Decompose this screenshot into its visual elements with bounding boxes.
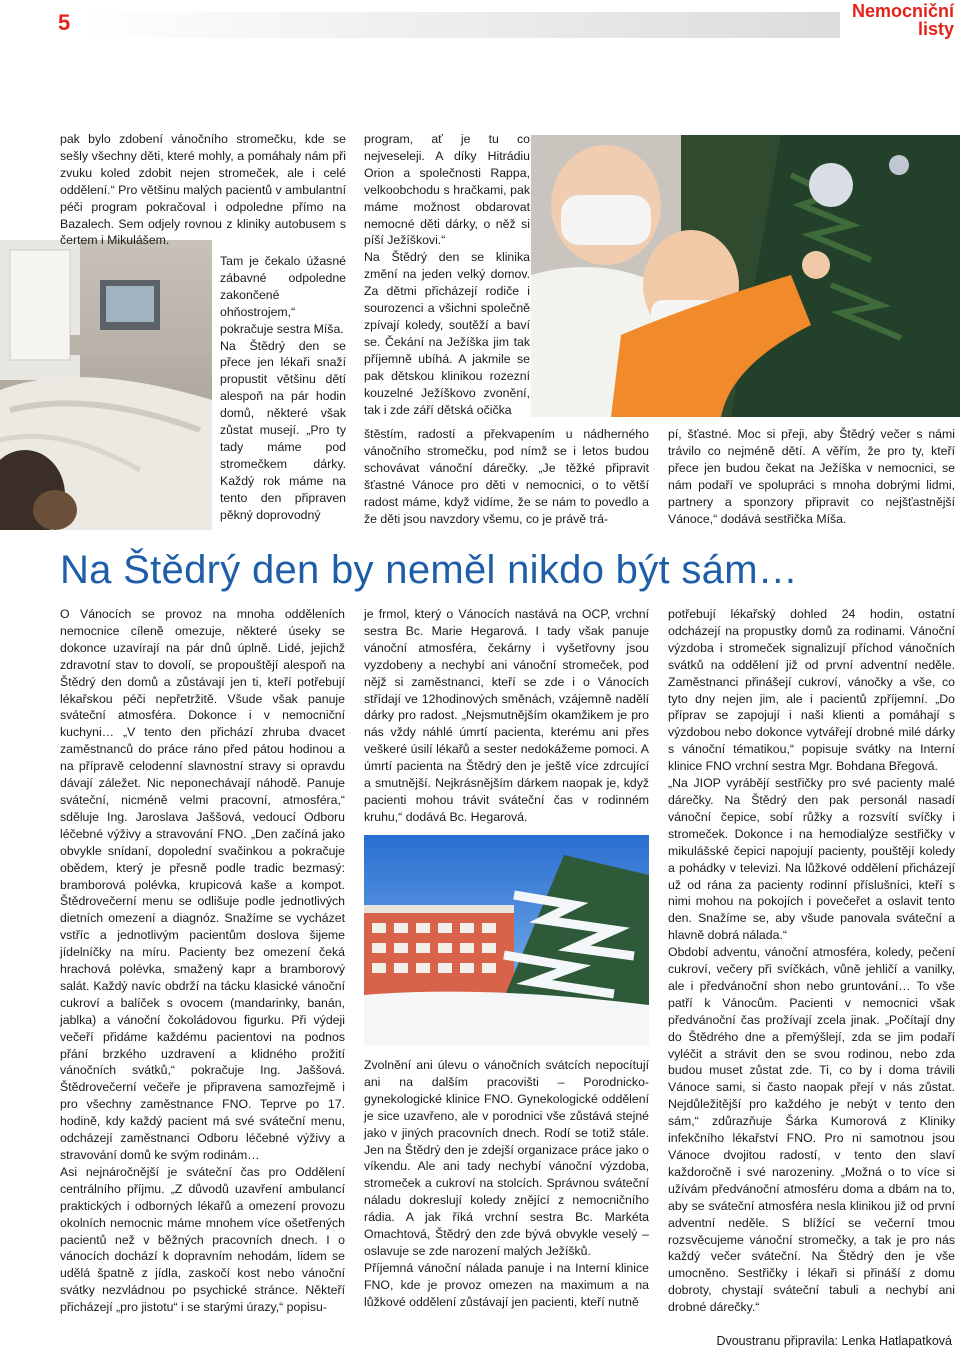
paragraph: O Vánocích se provoz na mnoha odděleních nemocnice cíleně omezuje, některé úseky se dokonce uzavírají na pár dnů úplně. Lidé, jejichž zdravotní stav to dovolí, se propouštějí alespoň na Štědrý den domů a zůstávají jen ti, kteří potřebují lékařskou péči nepřetržitě. Všude však panuje sváteční atmosféra. Dokonce i v nemocniční kuchyni… „V tento den přichází zhruba dvacet zaměstnanců do práce ráno před pátou hodinou a na přípravě celodenní slavnostní stravy si opravdu dávají záležet. Nic neponechávají náhodě. Panuje sváteční, nicméně velmi pracovní, atmosféra,“ sděluje Ing. Jaroslava Jaššová, vedoucí Odboru léčebné výživy a stravování FNO. „Den začíná jako obvykle snídaní, dopolední svačinkou a pokračuje obědem, který je přesně podle tradic bezmasý: bramborová polévka, krupicová kaše a kompot. Štědrovečerní menu se odlišuje podle jednotlivých dietních omezení a diagnóz. Snažíme se vycházet vstříc a jednotlivým pacientům doslova šijeme jídelníčky na míru. Pacienty bez omezení čeká hrachová polévka, smažený kapr a bramborový salát. Každý navíc obdrží na tácku klasické vánoční cukroví a balíček s ovocem (mandarinky, banán, jablka) a vánoční čokoládovou figurku. Při výdeji večeří přidáme každému pacientovi na podnos přání brzkého uzdravení a klidného prožití vánočních svátků,“ pokračuje Ing. Jaššová. Štědrovečerní večeře je připravena samozřejmě i pro všechny zaměstnance FNO. Teprve po 17. hodině, kdy každý pacient má své sváteční menu, odcházejí zaměstnanci Odboru léčebné výživy a stravování domů ke svým rodinám… — [60, 607, 345, 1162]
top-right-text — [668, 426, 955, 527]
brand-line-1: Nemocniční — [851, 1, 954, 21]
brand-line-2: listy — [917, 19, 954, 39]
winter-hospital-photo — [364, 835, 649, 1045]
top-mid-text-wide — [364, 426, 649, 527]
header-bar — [80, 12, 840, 38]
brand-logo — [852, 2, 954, 38]
top-left-text-wide — [60, 131, 346, 249]
paragraph: Příjemná vánoční nálada panuje i na Interní klinice FNO, kde je provoz omezen na maximum a na lůžkové oddělení zůstávají jen pacienti, kteří nutně — [364, 1260, 649, 1309]
paragraph: pí, šťastné. Moc si přeji, aby Štědrý večer s námi trávilo co nejméně dětí. A věřím, že pro ty, kteří přece jen budou čekat na Ježíška v nemocnici, se nám podaří ve spolupráci s mnoha dobrými lidmi, partnery a sponzory připravit co nejšťastnější Vánoce,“ dodává sestřička Míša. — [668, 427, 955, 526]
paragraph: Na Štědrý den se přece jen lékaři snaží propustit většinu dětí alespoň na pár hodin domů, některé však zůstat musejí. „Pro ty tady máme pod stromečkem dárky. Každý rok máme na tento den připraven pěkný doprovodný — [220, 338, 346, 522]
footer-credit: Dvoustranu připravila: Lenka Hatlapatková — [716, 1334, 952, 1348]
top-left-text-narrow — [220, 253, 346, 524]
paragraph: Na Štědrý den se klinika změní na jeden velký domov. Za dětmi přicházejí rodiče i sourozenci a všichni společně zpívají koledy, soutěží a baví se. Čekání na Ježíška jim tak příjemně ubíhá. A jakmile se pak dětskou klinikou rozezní kouzelné Ježíškovo zvonění, tak i zde září dětská očička — [364, 250, 530, 417]
column-1 — [60, 606, 345, 1316]
paragraph: program, ať je tu co nejveseleji. A díky Hitrádiu Orion a společnosti Rappa, velkoobchodu s hračkami, pak máme možnost obdarovat nemocné děti dárky, o něž si píší Ježíškovi.“ — [364, 132, 530, 248]
paragraph: pak bylo zdobení vánočního stromečku, kde se sešly všechny děti, které mohly, a pomáhaly nám při zvuku koled zdobit nejen stromeček, ale i celé oddělení.“ Pro většinu malých pacientů v ambulantní péči program pokračoval i odpoledne přímo na Bazalech. Sem odjely rovnou z kliniky autobusem s čertem i Mikulášem. — [60, 132, 346, 248]
column-3 — [668, 606, 955, 1316]
top-mid-text — [364, 131, 530, 418]
paragraph: potřebují lékařský dohled 24 hodin, ostatní odcházejí na propustky domů za rodinami. Vánoční výzdoba i stromeček signalizují příchod vánočních svátků na oddělení již od první adventní neděle. Zaměstnanci přinášejí cukroví, vánočky a vše, co tyto dny nejen jim, ale i pacientů zpříjemní. „Do příprav se zapojují i naši klienti a pomáhají s výzdobou nebo dokonce vytvářejí drobné milé dárky s vánoční tématikou,“ popisuje svátky na Interní klinice FNO vrchní sestra Mgr. Bohdana Břegová. — [668, 607, 955, 774]
paragraph: „Na JIOP vyrábějí sestřičky pro své pacienty malé dárečky. Na Štědrý den pak personál nasadí vánoční čepice, sobí růžky a rozsvítí svíčky i stromeček. Dokonce i na hemodialýze sestřičky v mikulášské čepici napojují pacienty, pouštějí koledy a pohádky v televizi. Na lůžkové oddělení přicházejí už od rána za pacienty rodinní příslušníci, kteří s nimi mohou na pokojích i povečeřet a oslavit tento den. Snažíme se, aby všude panovala sváteční a hlavně dobrá nálada.“ — [668, 776, 955, 943]
paragraph: Období adventu, vánoční atmosféra, koledy, pečení cukroví, večery při svíčkách, vůně jehličí a vanilky, ale i předvánoční shon nebo gruntování… To vše patří k Vánocům. Pacienti v nemocnici však předvánoční čas prožívají zcela jinak. „Počítají dny do Štědrého dne a přemýšlejí, zda se jim podaří vyléčit a strávit den se svou rodinou, nebo zda budou muset zůstat zde. Ti, co by i doma trávili Vánoce sami, si často naopak přejí v nás zůstat. Nejdůležitější pro každého je nebýt v tento den sám,“ zdůrazňuje Šárka Kumorová z Kliniky infekčního lékařství FNO. Pro ni samotnou jsou Vánoce dvojitou radostí, v tento den slaví každoročně i své narozeniny. „Možná o to více si užívám předvánoční atmosféru doma a dbám na to, aby se sváteční atmosféra nesla klinikou již od první adventní neděle. S blížící se večerní tmou rozsvěcujeme vánoční stromečky, a tak je pro nás každý večer sváteční. Na Štědrý den je vše umocněno. Sestřičky i lékaři si přináší z domu dobroty, chystají sváteční tabuli a nechybí ani drobné dárečky.“ — [668, 945, 955, 1315]
article-headline: Na Štědrý den by neměl nikdo být sám… — [60, 548, 799, 592]
paragraph: je frmol, který o Vánocích nastává na OCP, vrchní sestra Bc. Marie Hegarová. I tady však panuje vánoční atmosféra, čekárny i vyšetřovny jsou vyzdobeny a nechybí ani vánoční stromeček, pod nějž si zaměstnanci, kteří se zde i o Vánocích střídají ve 12hodinových směnách, vzájemně nadělí dárky pro radost. „Nejsmutnějším okamžikem je pro nás vždy náhlé úmrtí pacienta, kterému ani přes veškeré úsilí lékařů a sester nedokážeme pomoci. A úmrtí pacienta na Štědrý den je ještě více zdrcující a smutnější. Nejkrásnějším dárkem naopak je, když pacienti mohou trávit sváteční čas v rodinném kruhu,“ dodává Bc. Hegarová. — [364, 607, 649, 824]
paragraph: Asi nejnáročnější je sváteční čas pro Oddělení centrálního příjmu. „Z důvodů uzavření ambulancí praktických i odborných lékařů a omezení provozu okolních nemocnic máme mnohem více ošetřených pacientů než v běžných pracovních dnech. I o vánocích dochází k dopravním nehodám, lidem se udělá špatně z jídla, zaskočí kost nebo vánoční svátky nezvládnou po psychické stránce. Někteří přicházejí „pro jistotu“ i se starými úrazy,“ popisu- — [60, 1164, 345, 1315]
page-number: 5 — [58, 10, 71, 35]
column-2-top — [364, 606, 649, 826]
hospital-room-photo — [0, 240, 212, 530]
paragraph: štěstím, radostí a překvapením u nádherného vánočního stromečku, pod nímž se i letos budou schovávat vánoční dárečky. „Je těžké připravit šťastné Vánoce pro děti v nemocnici, o to větší radost máme, když vidíme, že se nám to povedlo a že děti jsou navzdory všemu, co je právě trá- — [364, 427, 649, 526]
column-2-bottom — [364, 1057, 649, 1311]
children-christmas-tree-photo — [531, 135, 960, 417]
paragraph: Tam je čekalo úžasné zábavné odpoledne zakončené ohňostrojem,“ pokračuje sestra Míša. — [220, 254, 346, 336]
paragraph: Zvolnění ani úlevu o vánočních svátcích nepocítují ani na dalším pracovišti – Porodnicko-gynekologické klinice FNO. Gynekologické oddělení je sice uzavřeno, ale v porodnici vše zůstává stejné jako v jiných pracovních dnech. Rodí se totiž stále. Jen na Štědrý den je zdejší organizace práce jako o víkendu. Ale ani tady nechybí vánoční výzdoba, stromeček a cukroví na stolcích. Správnou sváteční náladu dokreslují koledy znějící z nemocničního rádia. A jak říká vrchní sestra Bc. Markéta Omachtová, Štědrý den zde bývá obvykle veselý – oslavuje se zde narození malých Ježíšků. — [364, 1058, 649, 1258]
